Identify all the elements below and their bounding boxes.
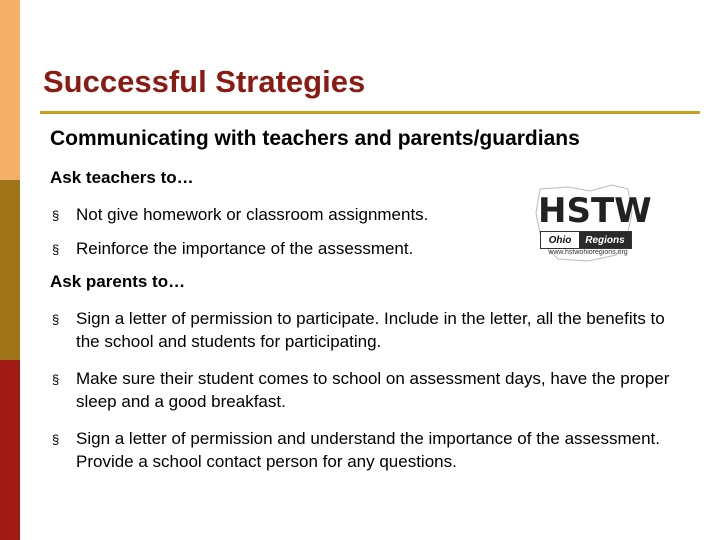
- list-item: [52, 427, 682, 473]
- list-item: [52, 237, 512, 260]
- bullet-icon: §: [52, 372, 60, 387]
- side-bar-middle: [0, 180, 20, 360]
- slide-subtitle: Communicating with teachers and parents/guardians: [50, 127, 580, 150]
- title-divider: [40, 111, 700, 114]
- side-bar-top: [0, 0, 20, 180]
- logo-region-box: [540, 231, 632, 249]
- bullet-icon: §: [52, 242, 60, 257]
- bullet-icon: §: [52, 208, 60, 223]
- logo-wordmark: HSTW: [538, 191, 652, 231]
- logo-url: www.hstwohioregions.org: [548, 249, 628, 256]
- list-item-text: Sign a letter of permission to participate. Include in the letter, all the benefits to the school and students for participating.: [76, 309, 665, 351]
- list-item: [52, 203, 512, 226]
- list-item: [52, 307, 682, 353]
- bullet-icon: §: [52, 312, 60, 327]
- parents-heading: Ask parents to…: [50, 272, 186, 291]
- hstw-logo: [528, 183, 652, 263]
- list-item-text: Not give homework or classroom assignments.: [76, 205, 429, 224]
- list-item-text: Sign a letter of permission and understand the importance of the assessment. Provide a school contact person for any questions.: [76, 429, 660, 471]
- list-item: [52, 367, 682, 413]
- bullet-icon: §: [52, 432, 60, 447]
- slide-title: Successful Strategies: [43, 64, 366, 99]
- teachers-heading: Ask teachers to…: [50, 168, 194, 187]
- list-item-text: Reinforce the importance of the assessment.: [76, 239, 414, 258]
- logo-ohio-label: Ohio: [541, 232, 579, 248]
- list-item-text: Make sure their student comes to school on assessment days, have the proper sleep and a good breakfast.: [76, 369, 670, 411]
- logo-regions-label: Regions: [579, 232, 631, 248]
- side-bar-bottom: [0, 360, 20, 540]
